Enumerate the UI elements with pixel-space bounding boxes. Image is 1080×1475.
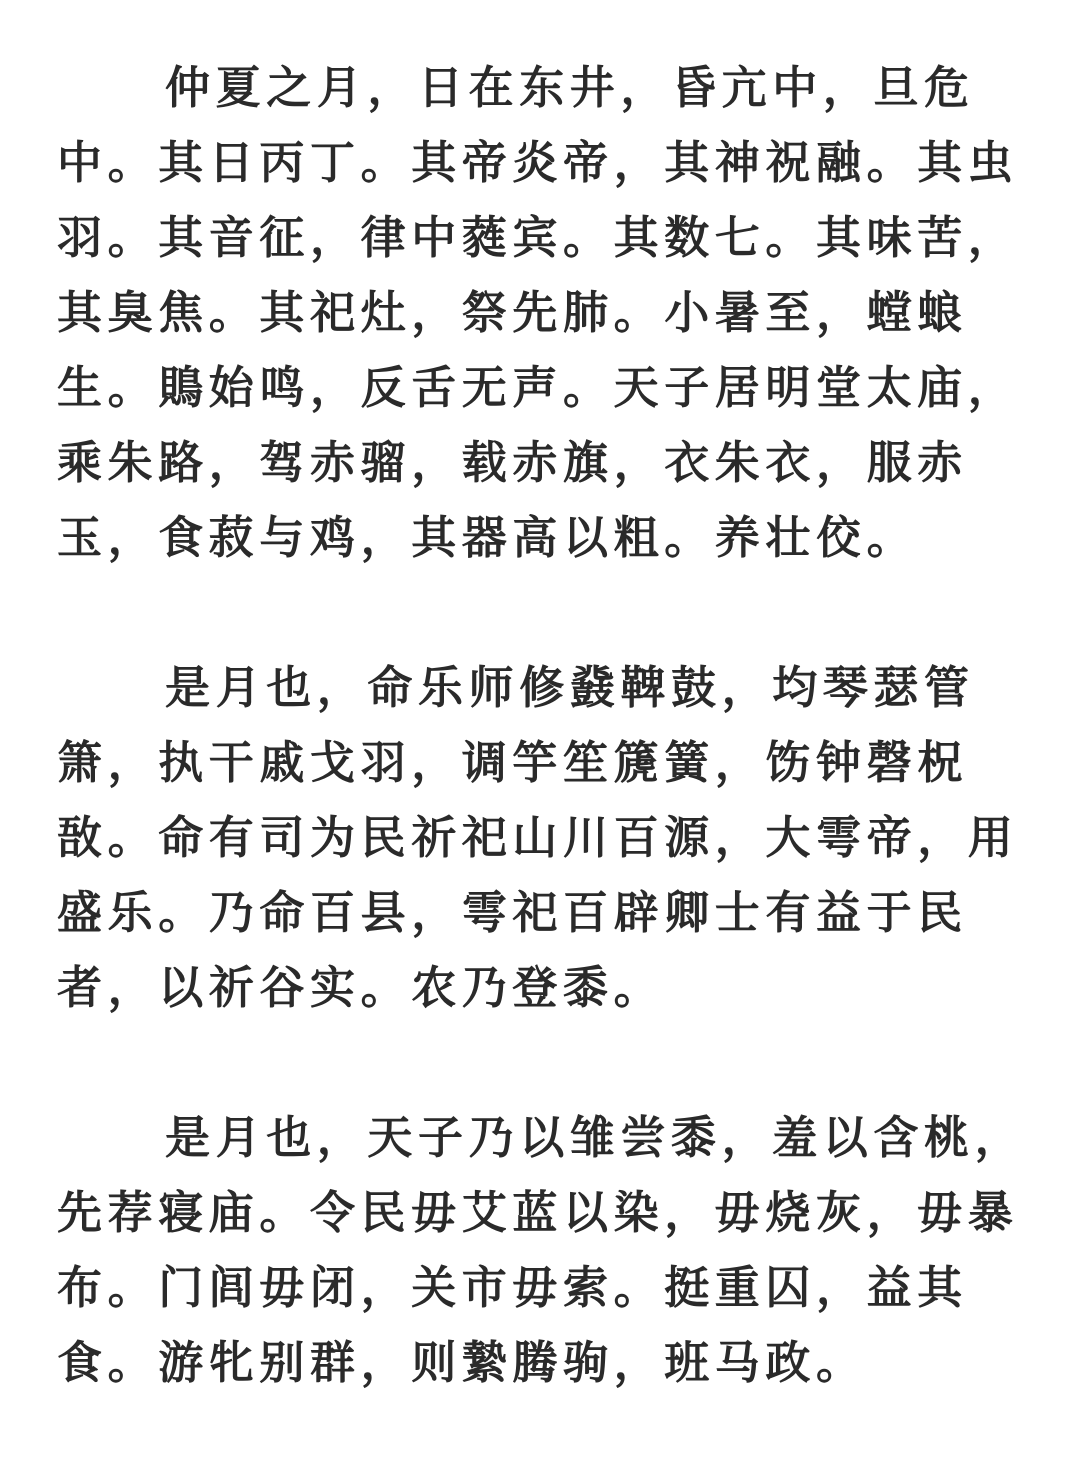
paragraph	[57, 650, 1037, 1025]
text-line: 玉，食菽与鸡，其器高以粗。养壮佼。	[57, 511, 918, 564]
document-body	[57, 50, 1037, 1475]
text-line: 其臭焦。其祀灶，祭先肺。小暑至，螳蜋	[57, 286, 968, 339]
text-line: 羽。其音征，律中蕤宾。其数七。其味苦，	[57, 211, 1019, 264]
text-line: 布。门闾毋闭，关市毋索。挺重囚，益其	[57, 1261, 968, 1314]
text-line: 仲夏之月，日在东井，昏亢中，旦危	[165, 61, 975, 114]
text-line: 食。游牝别群，则縶腾驹，班马政。	[57, 1336, 867, 1389]
text-line: 者，以祈谷实。农乃登黍。	[57, 961, 665, 1014]
text-line: 是月也，命乐师修鼗鞞鼓，均琴瑟管	[165, 661, 975, 714]
paragraph	[57, 1100, 1037, 1400]
text-line: 先荐寝庙。令民毋艾蓝以染，毋烧灰，毋暴	[57, 1186, 1019, 1239]
text-line: 中。其日丙丁。其帝炎帝，其神祝融。其虫	[57, 136, 1019, 189]
text-line: 箫，执干戚戈羽，调竽笙篪簧，饬钟磬柷	[57, 736, 968, 789]
text-line: 是月也，天子乃以雏尝黍，羞以含桃，	[165, 1111, 1026, 1164]
text-line: 生。鵙始鸣，反舌无声。天子居明堂太庙，	[57, 361, 1019, 414]
text-line: 乘朱路，驾赤骝，载赤旗，衣朱衣，服赤	[57, 436, 968, 489]
text-line: 盛乐。乃命百县，雩祀百辟卿士有益于民	[57, 886, 968, 939]
text-line: 敔。命有司为民祈祀山川百源，大雩帝，用	[57, 811, 1019, 864]
paragraph	[57, 50, 1037, 575]
